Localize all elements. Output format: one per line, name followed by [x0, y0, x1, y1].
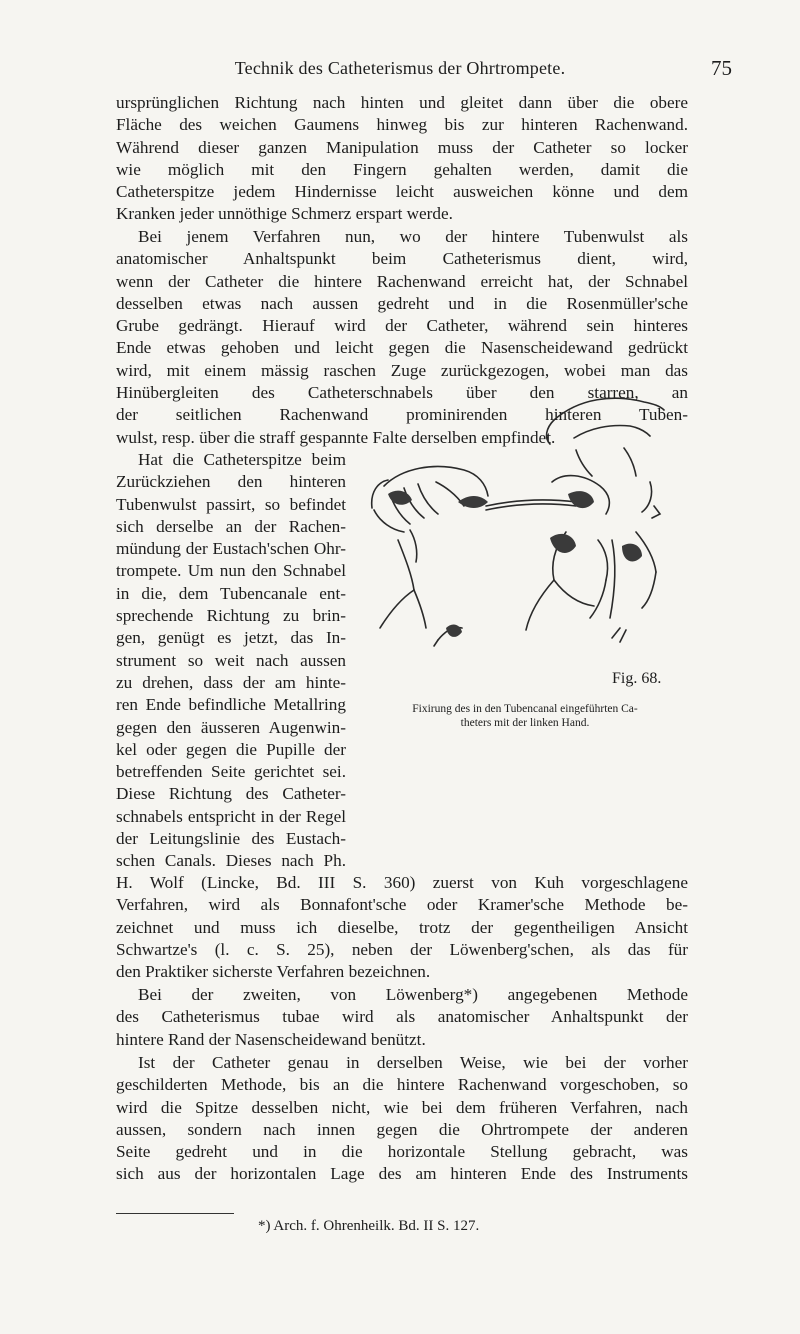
caption-line: theters mit der linken Hand. [460, 717, 590, 729]
text-line: trompete. Um nun den Schnabel [116, 561, 346, 581]
text-line: mündung der Eustach'schen Ohr- [116, 539, 346, 559]
text-line: schnabels entspricht in der Regel [116, 806, 346, 826]
text-line: strument so weit nach aussen [116, 650, 346, 670]
figure-label: Fig. 68. [612, 670, 662, 687]
footnote-rule [116, 1213, 234, 1214]
text-line: der Leitungslinie des Eustach- [116, 829, 346, 849]
text-line: sich derselbe an der Rachen- [116, 516, 346, 536]
text-line: Catheterspitze jedem Hindernisse leicht ausweichen könne und dem [116, 182, 688, 202]
figure-illustration [354, 390, 684, 682]
text-line: Schwartze's (l. c. S. 25), neben der Löwenberg'schen, als das für [116, 939, 688, 959]
footnote: *) Arch. f. Ohrenheilk. Bd. II S. 127. [258, 1218, 480, 1234]
paragraph-1 [116, 92, 688, 226]
text-line: ren Ende befindliche Metallring [116, 695, 346, 715]
text-line: den Praktiker sicherste Verfahren bezeichnen. [116, 962, 431, 982]
text-line: des Catheterismus tubae wird als anatomischer Anhaltspunkt der [116, 1007, 688, 1027]
text-line: Bei der zweiten, von Löwenberg*) angegebenen Methode [138, 985, 688, 1004]
text-line: wie möglich mit den Fingern gehalten werden, damit die [116, 159, 688, 179]
text-line: der seitlichen Rachenwand prominirenden hinteren Tuben- [116, 405, 688, 425]
text-line: hintere Rand der Nasenscheidewand benützt. [116, 1029, 426, 1049]
text-line: Hinübergleiten des Catheterschnabels über den starren, an [116, 383, 688, 403]
paragraph-4 [116, 984, 688, 1051]
text-line: Zurückziehen den hinteren [116, 472, 346, 492]
page-number: 75 [711, 56, 732, 80]
text-line: gegen den äusseren Augenwin- [116, 717, 346, 737]
text-line: Ist der Catheter genau in derselben Weise, wie bei der vorher [138, 1053, 688, 1072]
page-header [0, 58, 800, 82]
text-line: sich aus der horizontalen Lage des am hinteren Ende des Instruments [116, 1164, 688, 1184]
text-line: desselben etwas nach aussen gedreht und in die Rosenmüller'sche [116, 293, 688, 313]
text-line: ursprünglichen Richtung nach hinten und gleitet dann über die obere [116, 93, 688, 112]
text-line: H. Wolf (Lincke, Bd. III S. 360) zuerst von Kuh vorgeschlagene [116, 873, 688, 892]
text-line: Kranken jeder unnöthige Schmerz erspart werde. [116, 204, 453, 224]
hand-catheter-drawing [354, 390, 684, 682]
text-line: wulst, resp. über die straff gespannte Falte derselben empfindet. [116, 427, 556, 447]
running-title: Technik des Catheterismus der Ohrtrompete. [234, 58, 566, 78]
text-line: Bei jenem Verfahren nun, wo der hintere Tubenwulst als [138, 227, 688, 246]
text-line: Ende etwas gehoben und leicht gegen die Nasenscheidewand gedrückt [116, 338, 688, 358]
text-line: wenn der Catheter die hintere Rachenwand erreicht hat, der Schnabel [116, 271, 688, 291]
text-line: Verfahren, wird als Bonnafont'sche oder Kramer'sche Methode be- [116, 895, 688, 915]
text-line: anatomischer Anhaltspunkt beim Catheterismus dient, wird, [116, 249, 688, 269]
text-line: zu drehen, dass der am hinte- [116, 672, 346, 692]
caption-line: Fixirung des in den Tubencanal eingeführten Ca- [412, 703, 638, 715]
text-line: wird die Spitze desselben nicht, wie bei dem früheren Verfahren, nach [116, 1097, 688, 1117]
text-line: gen, genügt es jetzt, das In- [116, 628, 346, 648]
text-line: Während dieser ganzen Manipulation muss der Catheter so locker [116, 137, 688, 157]
text-line: Grube gedrängt. Hierauf wird der Catheter, während sein hinteres [116, 316, 688, 336]
text-line: Tubenwulst passirt, so befindet [116, 494, 346, 514]
paragraph-3-continued [116, 872, 688, 983]
text-line: aussen, sondern nach innen gegen die Ohrtrompete der anderen [116, 1119, 688, 1139]
text-line: wird, mit einem mässig raschen Zuge zurückgezogen, wobei man das [116, 360, 688, 380]
text-line: zeichnet und muss ich dieselbe, trotz der gegentheiligen Ansicht [116, 917, 688, 937]
text-line: Diese Richtung des Catheter- [116, 784, 346, 804]
text-line: betreffenden Seite gerichtet sei. [116, 762, 346, 782]
paragraph-5 [116, 1052, 688, 1186]
text-line: Hat die Catheterspitze beim [138, 450, 346, 469]
figure-caption [356, 702, 694, 730]
text-line: Seite gedreht und in die horizontale Stellung gebracht, was [116, 1142, 688, 1162]
text-line: schen Canals. Dieses nach Ph. [116, 851, 346, 871]
paragraph-3-column [116, 449, 346, 873]
text-line: geschilderten Methode, bis an die hintere Rachenwand vorgeschoben, so [116, 1075, 688, 1095]
text-line: Fläche des weichen Gaumens hinweg bis zur hinteren Rachenwand. [116, 115, 688, 135]
text-line: in die, dem Tubencanale ent- [116, 583, 346, 603]
text-line: kel oder gegen die Pupille der [116, 739, 346, 759]
text-line: sprechende Richtung zu brin- [116, 606, 346, 626]
